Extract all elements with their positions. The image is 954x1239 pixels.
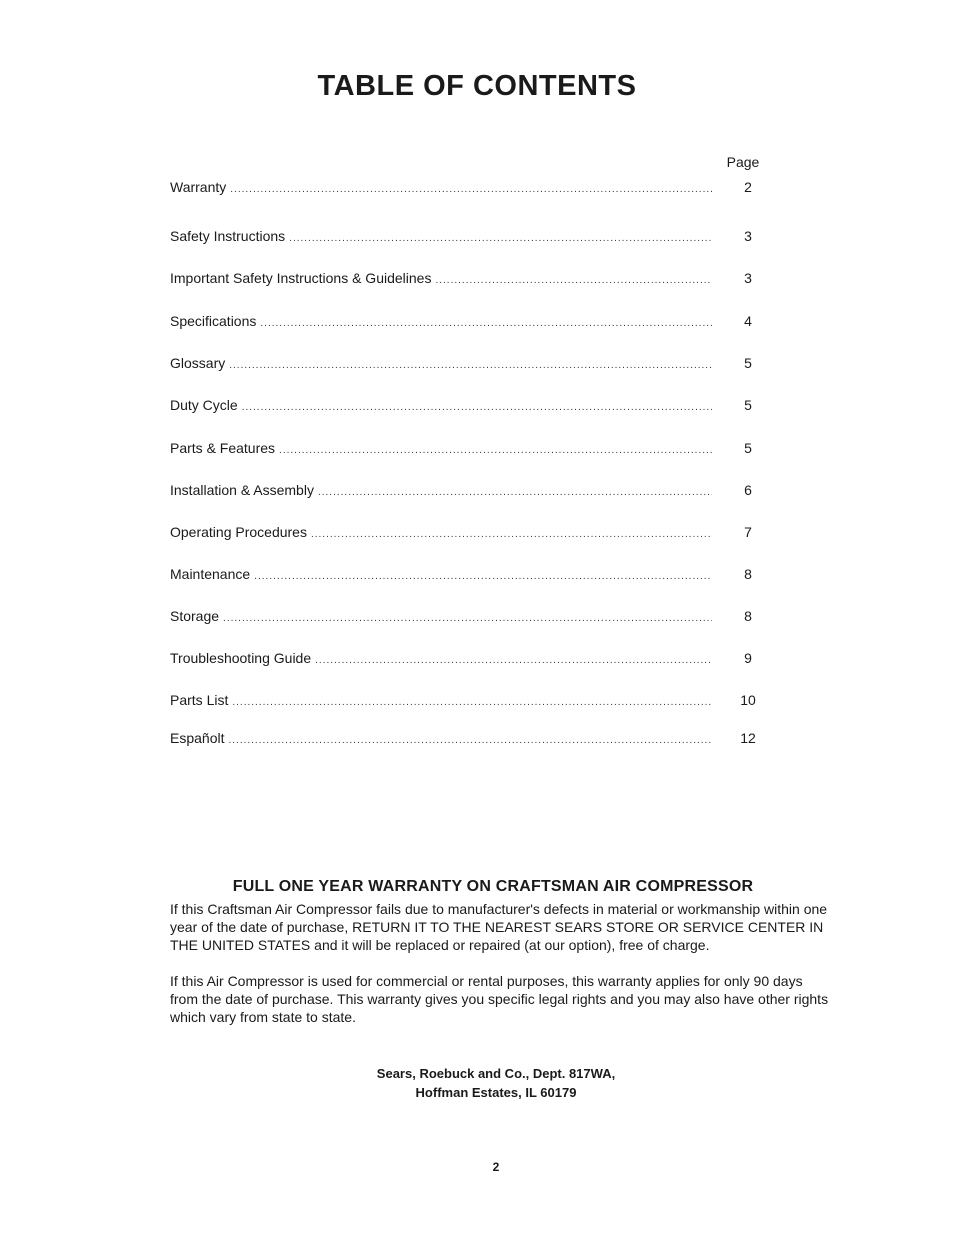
- toc-entry-label: Safety Instructions: [170, 228, 286, 244]
- dot-leader: [223, 610, 712, 628]
- toc-entry-page: 3: [744, 270, 752, 286]
- dot-leader: [435, 272, 712, 290]
- dot-leader: [311, 526, 712, 544]
- dot-leader: [230, 181, 712, 199]
- toc-entry[interactable]: [170, 565, 766, 583]
- warranty-heading: FULL ONE YEAR WARRANTY ON CRAFTSMAN AIR COMPRESSOR: [232, 878, 754, 895]
- warranty-paragraph: If this Air Compressor is used for commercial or rental purposes, this warranty applies for only 90 days from the date of purchase. This warranty gives you specific legal rights and you may also have other rights which vary from state to state.: [170, 973, 829, 1025]
- toc-entry-page: 5: [744, 397, 752, 413]
- address-line: Sears, Roebuck and Co., Dept. 817WA,: [376, 1066, 616, 1081]
- dot-leader: [242, 399, 712, 417]
- dot-leader: [229, 357, 712, 375]
- toc-entry-page: 10: [740, 692, 756, 708]
- toc-entry-page: 9: [744, 650, 752, 666]
- toc-entry-page: 8: [744, 608, 752, 624]
- address-line: Hoffman Estates, IL 60179: [415, 1085, 577, 1100]
- toc-entry-label: Maintenance: [170, 566, 251, 582]
- toc-entry-label: Warranty: [170, 179, 227, 195]
- toc-entry[interactable]: [170, 523, 766, 541]
- toc-entry[interactable]: [170, 312, 766, 330]
- toc-entry-label: Operating Procedures: [170, 524, 307, 540]
- dot-leader: [279, 442, 712, 460]
- toc-entry[interactable]: [170, 439, 766, 457]
- warranty-section: [170, 878, 830, 1026]
- toc-entry-label: Troubleshooting Guide: [170, 650, 312, 666]
- toc-entry-page: 5: [744, 440, 752, 456]
- toc-entry[interactable]: [170, 691, 766, 709]
- dot-leader: [260, 315, 712, 333]
- toc-entry-label: Glossary: [170, 355, 226, 371]
- page-title: TABLE OF CONTENTS: [317, 70, 637, 102]
- dot-leader: [254, 568, 712, 586]
- dot-leader: [289, 230, 712, 248]
- toc-entry[interactable]: [170, 481, 766, 499]
- toc-entry-label: Duty Cycle: [170, 397, 238, 413]
- dot-leader: [228, 732, 712, 750]
- toc-entry-label: Parts List: [170, 692, 229, 708]
- dot-leader: [232, 694, 712, 712]
- toc-entry-page: 12: [740, 730, 756, 746]
- toc-entry[interactable]: [170, 649, 766, 667]
- warranty-paragraph: If this Craftsman Air Compressor fails due to manufacturer's defects in material or workmanship within one year of the date of purchase, RETURN IT TO THE NEAREST SEARS STORE OR SERVICE CENTER IN THE UNITED STATES and it will be replaced or repaired (at our option), free of charge.: [170, 901, 828, 953]
- toc-entry-page: 3: [744, 228, 752, 244]
- toc-entry[interactable]: [170, 729, 766, 747]
- toc-entry[interactable]: [170, 396, 766, 414]
- toc-entry-label: Storage: [170, 608, 220, 624]
- toc-entry[interactable]: [170, 178, 766, 196]
- toc-entry-page: 6: [744, 482, 752, 498]
- toc-entry[interactable]: [170, 227, 766, 245]
- toc-entry[interactable]: [170, 607, 766, 625]
- toc-entry-page: 4: [744, 313, 752, 329]
- page-column-header: Page: [726, 154, 760, 170]
- toc-entry-label: Specifications: [170, 313, 257, 329]
- toc-entry-page: 2: [744, 179, 752, 195]
- page-number: 2: [492, 1160, 500, 1174]
- toc-entry-page: 5: [744, 355, 752, 371]
- toc-entry-label: Important Safety Instructions & Guidelines: [170, 270, 432, 286]
- toc-entry-label: Installation & Assembly: [170, 482, 314, 498]
- toc-entry[interactable]: [170, 269, 766, 287]
- dot-leader: [315, 652, 712, 670]
- toc-entry-label: Españolt: [170, 730, 225, 746]
- toc-entry[interactable]: [170, 354, 766, 372]
- toc-entry-label: Parts & Features: [170, 440, 276, 456]
- toc-entry-page: 7: [744, 524, 752, 540]
- toc-entry-page: 8: [744, 566, 752, 582]
- dot-leader: [318, 484, 712, 502]
- company-address: [0, 1064, 954, 1102]
